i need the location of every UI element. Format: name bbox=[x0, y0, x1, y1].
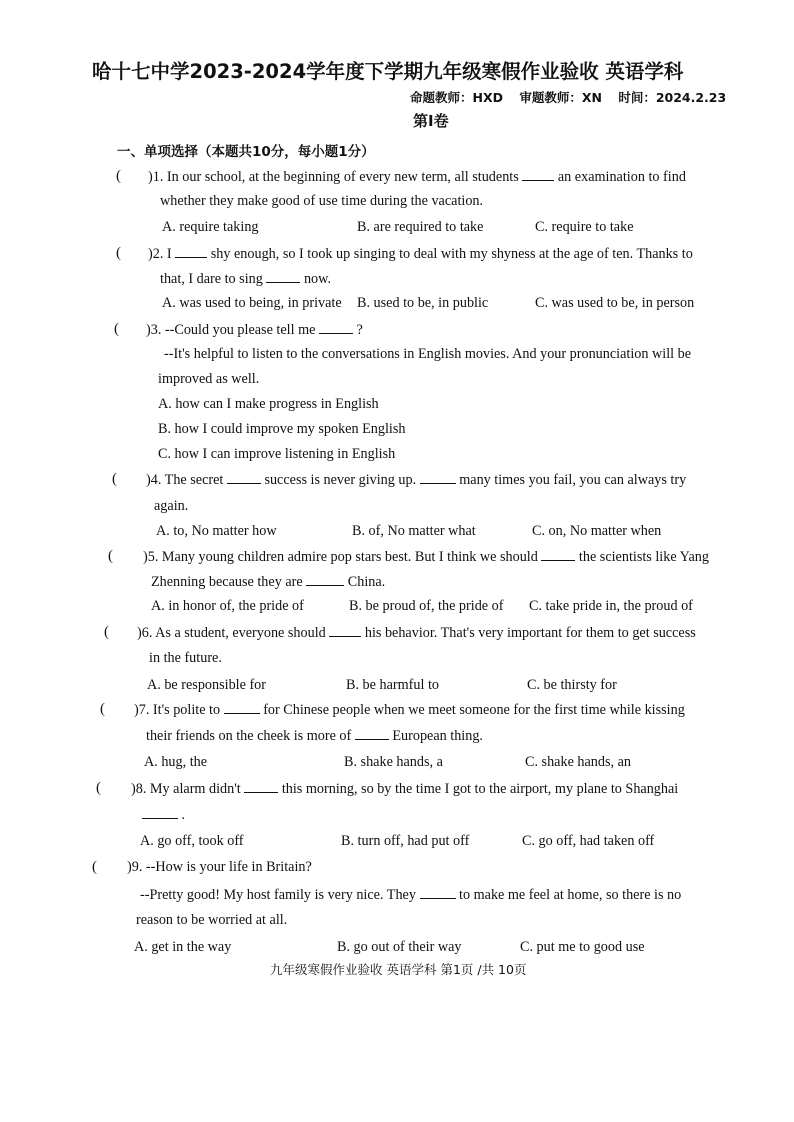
date-label: 时间：2024.2.23 bbox=[618, 90, 727, 105]
q1-option-b: B. are required to take bbox=[357, 219, 484, 235]
answer-paren-q2: ( bbox=[116, 245, 121, 261]
q9-option-a: A. get in the way bbox=[134, 939, 232, 955]
q3-option-a: A. how can I make progress in English bbox=[158, 396, 379, 412]
q6-stem-line2: in the future. bbox=[149, 650, 222, 666]
q4-stem-line2: again. bbox=[154, 498, 189, 514]
answer-paren-q5: ( bbox=[108, 548, 113, 564]
q4-option-c: C. on, No matter when bbox=[532, 523, 662, 539]
q7-stem-text: European thing. bbox=[392, 728, 483, 744]
q2-stem-line1 bbox=[148, 245, 693, 263]
q9-stem-line2 bbox=[140, 886, 681, 904]
q7-option-c: C. shake hands, an bbox=[525, 754, 631, 770]
q1-stem-text: an examination to find bbox=[557, 169, 686, 185]
q3-stem-line2: --It's helpful to listen to the conversations in English movies. And your pronunciation will be bbox=[164, 346, 692, 362]
q7-blank bbox=[355, 727, 389, 740]
q5-blank bbox=[541, 548, 575, 561]
q7-stem-line2 bbox=[146, 727, 483, 745]
q7-stem-text: for Chinese people when we meet someone for the first time while kissing bbox=[263, 702, 685, 718]
q9-option-b: B. go out of their way bbox=[337, 939, 462, 955]
q5-stem-line2 bbox=[151, 573, 385, 591]
reviewer-label: 审题教师：XN bbox=[519, 90, 602, 105]
exam-title: 哈十七中学2023-2024学年度下学期九年级寒假作业验收 英语学科 bbox=[92, 60, 684, 83]
q2-option-b: B. used to be, in public bbox=[357, 295, 489, 311]
q6-stem-line1 bbox=[137, 624, 696, 642]
q2-option-a: A. was used to being, in private bbox=[162, 295, 342, 311]
section-title: 一、单项选择（本题共10分，每小题1分） bbox=[117, 144, 375, 160]
q5-option-a: A. in honor of, the pride of bbox=[151, 598, 304, 614]
q6-option-a: A. be responsible for bbox=[147, 677, 266, 693]
q9-option-c: C. put me to good use bbox=[520, 939, 645, 955]
q3-stem-text: )3. --Could you please tell me bbox=[146, 322, 316, 338]
q9-stem-text: to make me feel at home, so there is no bbox=[459, 887, 682, 903]
exam-meta bbox=[410, 88, 738, 106]
q8-stem-line1 bbox=[131, 780, 678, 798]
answer-paren-q1: ( bbox=[116, 168, 121, 184]
q1-option-a: A. require taking bbox=[162, 219, 259, 235]
q4-option-b: B. of, No matter what bbox=[352, 523, 476, 539]
q7-stem-text: their friends on the cheek is more of bbox=[146, 728, 352, 744]
q3-stem-text: ? bbox=[356, 322, 363, 338]
q5-stem-text: the scientists like Yang bbox=[578, 549, 709, 565]
q9-stem-line1: )9. --How is your life in Britain? bbox=[127, 859, 312, 875]
q3-stem-line3: improved as well. bbox=[158, 371, 260, 387]
q8-stem-text: )8. My alarm didn't bbox=[131, 781, 241, 797]
q5-blank bbox=[306, 573, 344, 586]
volume-label: 第Ⅰ卷 bbox=[413, 112, 449, 130]
answer-paren-q7: ( bbox=[100, 701, 105, 717]
q6-option-b: B. be harmful to bbox=[346, 677, 439, 693]
q7-option-a: A. hug, the bbox=[144, 754, 208, 770]
q6-blank bbox=[329, 624, 361, 637]
q9-stem-line3: reason to be worried at all. bbox=[136, 912, 288, 928]
q2-blank bbox=[175, 245, 207, 258]
q3-blank bbox=[319, 321, 353, 334]
q4-stem-text: success is never giving up. bbox=[264, 472, 417, 488]
q8-option-b: B. turn off, had put off bbox=[341, 833, 470, 849]
q2-stem-text: )2. I bbox=[148, 246, 172, 262]
q5-stem-line1 bbox=[143, 548, 709, 566]
page-footer: 九年级寒假作业验收 英语学科 第1页 /共 10页 bbox=[270, 962, 527, 977]
q4-blank bbox=[227, 471, 261, 484]
q2-stem-line2 bbox=[160, 270, 331, 288]
q1-blank bbox=[522, 168, 554, 181]
q5-option-c: C. take pride in, the proud of bbox=[529, 598, 693, 614]
q6-stem-text: his behavior. That's very important for them to get success bbox=[364, 625, 696, 641]
q3-option-b: B. how I could improve my spoken English bbox=[158, 421, 406, 437]
q9-blank bbox=[420, 886, 456, 899]
answer-paren-q6: ( bbox=[104, 624, 109, 640]
q4-blank bbox=[420, 471, 456, 484]
q8-stem-line2 bbox=[142, 806, 185, 824]
q4-stem-text: many times you fail, you can always try bbox=[459, 472, 687, 488]
q1-stem-line1 bbox=[148, 168, 686, 186]
q5-stem-text: Zhenning because they are bbox=[151, 574, 303, 590]
setter-label: 命题教师：HXD bbox=[410, 90, 503, 105]
q5-stem-text: )5. Many young children admire pop stars best. But I think we should bbox=[143, 549, 538, 565]
q1-stem-text: )1. In our school, at the beginning of every new term, all students bbox=[148, 169, 519, 185]
q1-stem-line2: whether they make good of use time during the vacation. bbox=[160, 193, 484, 209]
q2-option-c: C. was used to be, in person bbox=[535, 295, 695, 311]
q2-stem-text: shy enough, so I took up singing to deal with my shyness at the age of ten. Thanks to bbox=[210, 246, 693, 262]
answer-paren-q3: ( bbox=[114, 321, 119, 337]
q2-stem-text: that, I dare to sing bbox=[160, 271, 263, 287]
q8-blank bbox=[244, 780, 278, 793]
q3-stem-line1 bbox=[146, 321, 363, 339]
q6-option-c: C. be thirsty for bbox=[527, 677, 617, 693]
q4-option-a: A. to, No matter how bbox=[156, 523, 277, 539]
q7-option-b: B. shake hands, a bbox=[344, 754, 443, 770]
q9-stem-text: --Pretty good! My host family is very nice. They bbox=[140, 887, 416, 903]
q4-stem-line1 bbox=[146, 471, 686, 489]
q5-stem-text: China. bbox=[347, 574, 386, 590]
answer-paren-q4: ( bbox=[112, 471, 117, 487]
answer-paren-q9: ( bbox=[92, 859, 97, 875]
q5-option-b: B. be proud of, the pride of bbox=[349, 598, 504, 614]
q4-stem-text: )4. The secret bbox=[146, 472, 224, 488]
q7-blank bbox=[224, 701, 260, 714]
q2-stem-text: now. bbox=[303, 271, 331, 287]
q8-stem-text: . bbox=[181, 807, 186, 823]
q7-stem-line1 bbox=[134, 701, 685, 719]
q3-option-c: C. how I can improve listening in English bbox=[158, 446, 396, 462]
q8-option-a: A. go off, took off bbox=[140, 833, 244, 849]
q8-stem-text: this morning, so by the time I got to the airport, my plane to Shanghai bbox=[281, 781, 679, 797]
q1-option-c: C. require to take bbox=[535, 219, 634, 235]
q8-blank bbox=[142, 806, 178, 819]
q2-blank bbox=[266, 270, 300, 283]
q7-stem-text: )7. It's polite to bbox=[134, 702, 221, 718]
q8-option-c: C. go off, had taken off bbox=[522, 833, 655, 849]
q6-stem-text: )6. As a student, everyone should bbox=[137, 625, 326, 641]
answer-paren-q8: ( bbox=[96, 780, 101, 796]
